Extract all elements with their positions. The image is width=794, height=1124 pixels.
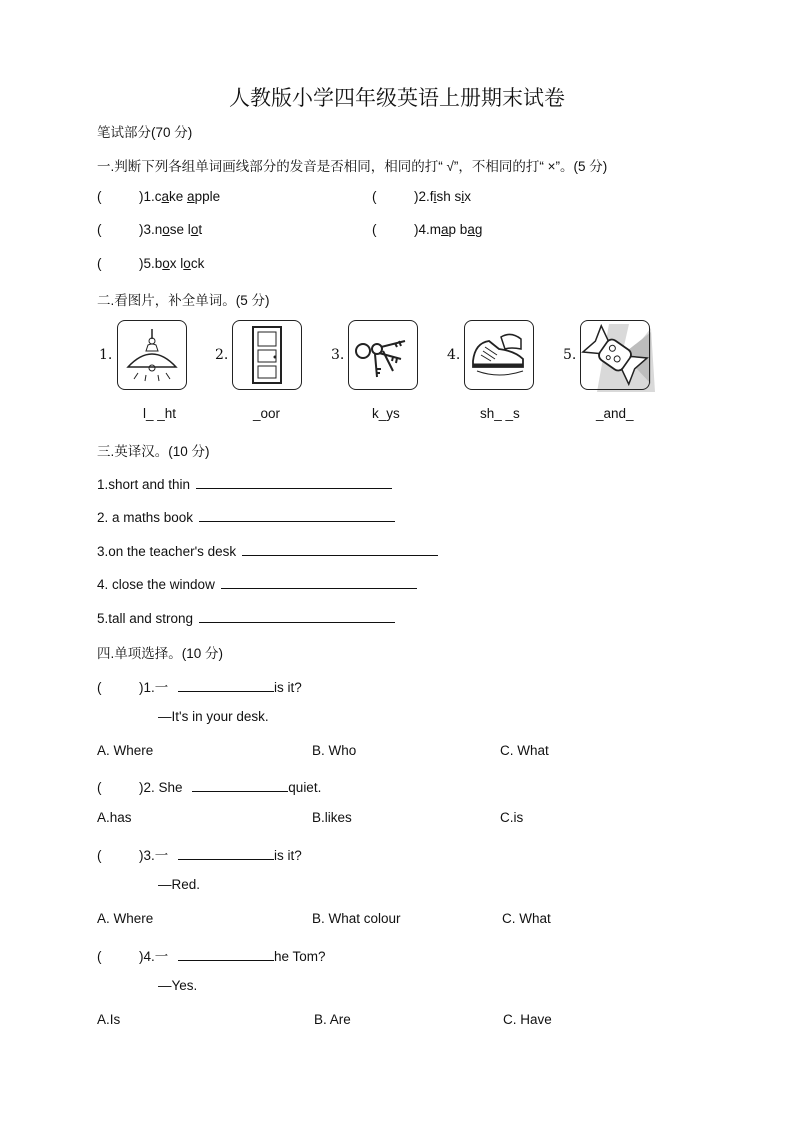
answer-line[interactable] <box>221 574 417 589</box>
option-c[interactable]: C. Have <box>503 1012 552 1027</box>
s3-item: 3.on the teacher's desk <box>97 541 438 559</box>
page-title: 人教版小学四年级英语上册期末试卷 <box>229 86 565 110</box>
fill-word: k_ys <box>372 406 400 421</box>
s1-question-2: ( )2.fish six <box>372 189 472 204</box>
option-b[interactable]: B. Who <box>312 743 357 758</box>
picture-number: 4. <box>447 347 461 363</box>
s4-question-3: ( )3.一 is it? <box>97 844 302 864</box>
option-c[interactable]: C. What <box>502 911 551 926</box>
picture-number: 3. <box>331 347 345 363</box>
option-a[interactable]: A. Where <box>97 743 154 758</box>
s3-item: 2. a maths book <box>97 507 395 525</box>
s4-question-4: ( )4.一 he Tom? <box>97 945 326 965</box>
option-b[interactable]: B. What colour <box>312 911 401 926</box>
section3-heading: 三.英译汉。(10 分) <box>97 444 210 459</box>
option-c[interactable]: C.is <box>500 810 524 825</box>
fill-word: l_ _ht <box>143 406 177 421</box>
s3-item: 1.short and thin <box>97 474 392 492</box>
section2-heading: 二.看图片，补全单词。(5 分) <box>97 293 270 308</box>
answer-line[interactable] <box>178 946 274 961</box>
option-b[interactable]: B. Are <box>314 1012 351 1027</box>
candy-icon <box>580 320 650 390</box>
option-a[interactable]: A.has <box>97 810 132 825</box>
picture-number: 1. <box>99 347 113 363</box>
answer-line[interactable] <box>196 474 392 489</box>
s4-answer-3: —Red. <box>158 877 201 892</box>
answer-line[interactable] <box>192 777 288 792</box>
lamp-icon <box>117 320 187 390</box>
keys-icon <box>348 320 418 390</box>
option-a[interactable]: A. Where <box>97 911 154 926</box>
shoes-icon <box>464 320 534 390</box>
section4-heading: 四.单项选择。(10 分) <box>97 646 224 661</box>
option-c[interactable]: C. What <box>500 743 549 758</box>
s4-answer-1: —It's in your desk. <box>158 709 269 724</box>
picture-number: 2. <box>215 347 229 363</box>
written-part-label: 笔试部分(70 分) <box>97 125 193 140</box>
answer-line[interactable] <box>199 608 395 623</box>
s1-question-1: ( )1.cake apple <box>97 189 221 204</box>
fill-word: sh_ _s <box>480 406 520 421</box>
s1-question-5: ( )5.box lock <box>97 256 205 271</box>
picture-number: 5. <box>563 347 577 363</box>
answer-line[interactable] <box>178 845 274 860</box>
option-b[interactable]: B.likes <box>312 810 352 825</box>
s1-question-4: ( )4.map bag <box>372 222 483 237</box>
section1-heading: 一.判断下列各组单词画线部分的发音是否相同，相同的打“ √”，不相同的打“ ×”。(5 分) <box>97 159 608 174</box>
answer-line[interactable] <box>242 541 438 556</box>
fill-word: _oor <box>253 406 281 421</box>
door-icon <box>232 320 302 390</box>
s4-question-1: ( )1.一 is it? <box>97 676 302 696</box>
s4-answer-4: —Yes. <box>158 978 198 993</box>
answer-line[interactable] <box>178 677 274 692</box>
s3-item: 5.tall and strong <box>97 608 395 626</box>
fill-word: _and_ <box>596 406 634 421</box>
s4-question-2: ( )2. She quiet. <box>97 777 321 795</box>
s1-question-3: ( )3.nose lot <box>97 222 203 237</box>
answer-line[interactable] <box>199 507 395 522</box>
s3-item: 4. close the window <box>97 574 417 592</box>
option-a[interactable]: A.Is <box>97 1012 121 1027</box>
